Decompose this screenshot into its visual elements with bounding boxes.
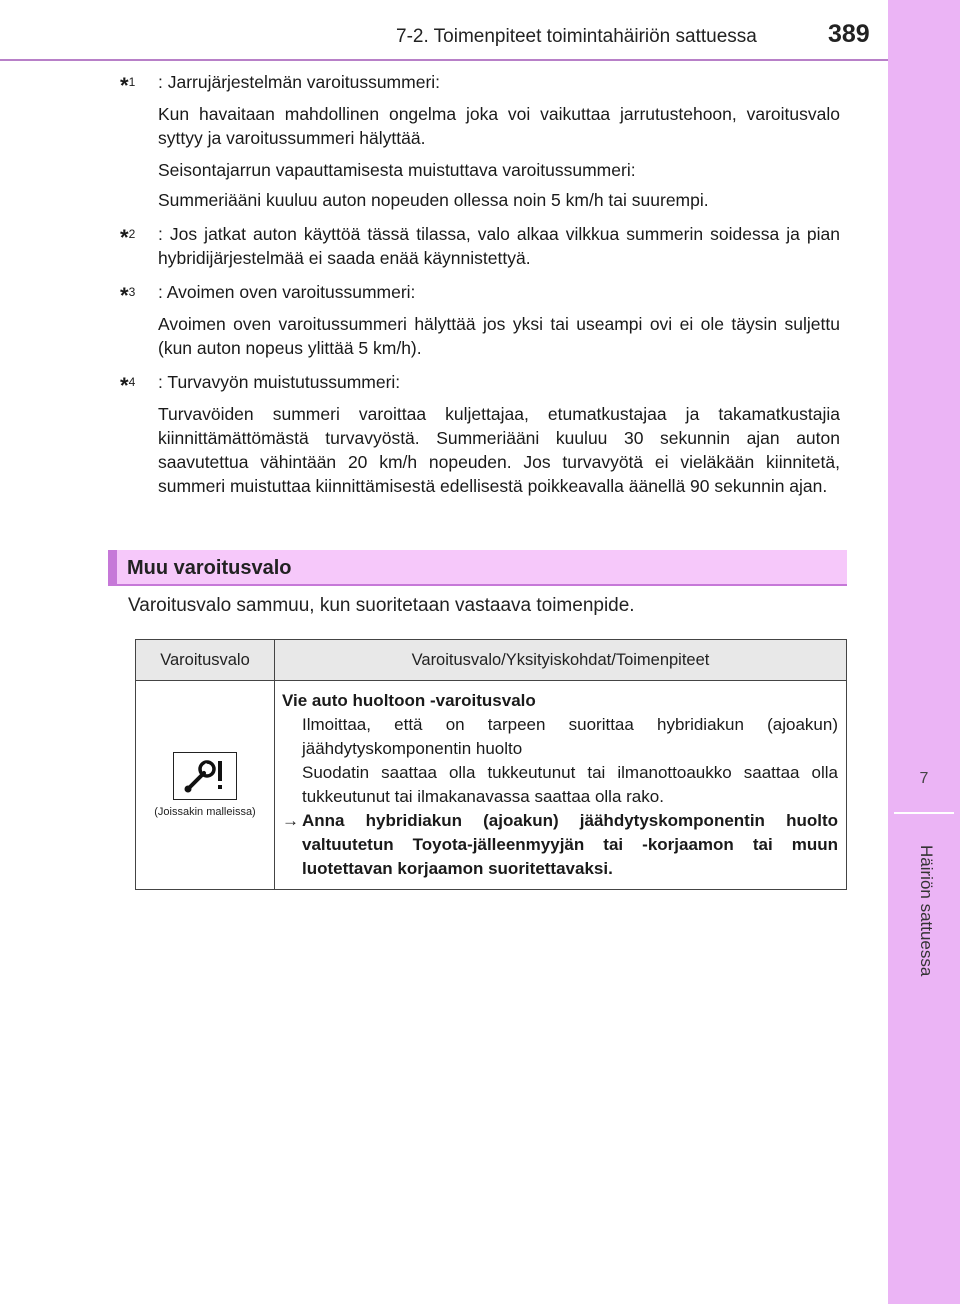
action-text: Anna hybridiakun (ajoakun) jäähdytyskomponentin huolto valtuutetun Toyota-jälleenmyyjän tai -korjaamon tai muun luotettavan korjaamon suoritettavaksi.: [302, 811, 838, 878]
footnote-3: [118, 280, 840, 360]
header-rule: [0, 59, 888, 61]
footnote-2: [118, 222, 840, 270]
column-header: Varoitusvalo/Yksityiskohdat/Toimenpiteet: [275, 640, 847, 681]
chapter-side-tab: [888, 0, 960, 1304]
icon-caption: (Joissakin malleissa): [154, 806, 256, 818]
table-row: [136, 681, 847, 890]
maintenance-required-icon: [173, 752, 237, 800]
action-instruction: [282, 809, 838, 881]
section-heading: Muu varoitusvalo: [108, 550, 847, 586]
footnote-text: Summeriääni kuuluu auton nopeuden ollessa noin 5 km/h tai suurempi.: [158, 190, 709, 210]
description-line: Suodatin saattaa olla tukkeutunut tai ilmanottoaukko saattaa olla tukkeutunut tai ilmakanavassa saattaa olla rako.: [302, 763, 838, 806]
footnote-text: : Jarrujärjestelmän varoitussummeri:: [158, 72, 441, 92]
footnote-marker: *$^4$: [120, 373, 136, 398]
description-line: Ilmoittaa, että on tarpeen suorittaa hybridiakun (ajoakun) jäähdytyskomponentin huolto: [302, 715, 838, 758]
side-tab-divider: [894, 812, 954, 814]
footnote-text: Turvavöiden summeri varoittaa kuljettajaa, etumatkustajaa ja takamatkustajia kiinnittämättömästä turvavyöstä. Summeriääni kuuluu 30 sekunnin ajan auton saavutettua vähintään 20 km/h nopeuden. Jos turvavyötä ei vieläkään kiinnitetä, summeri muistuttaa kiinnittämisestä edellisestä poikkeavalla äänellä 90 sekunnin ajan.: [158, 404, 840, 496]
page-number: 389: [828, 20, 870, 48]
icon-cell: [136, 681, 275, 890]
column-header: Varoitusvalo: [136, 640, 275, 681]
warning-light-table: [135, 639, 847, 890]
footnote-4: [118, 370, 840, 498]
footnote-marker: *$^1$: [120, 73, 136, 98]
footnote-1: [118, 70, 840, 212]
warning-title: Vie auto huoltoon -varoitusvalo: [282, 691, 536, 710]
running-header: 7-2. Toimenpiteet toimintahäiriön sattuessa: [396, 26, 757, 47]
arrow-right-icon: →: [282, 811, 299, 830]
footnote-text: Seisontajarrun vapauttamisesta muistuttava varoitussummeri:: [158, 160, 636, 180]
footnote-text: : Turvavyön muistutussummeri:: [158, 372, 401, 392]
description-cell: [275, 681, 847, 890]
section-intro: Varoitusvalo sammuu, kun suoritetaan vastaava toimenpide.: [128, 595, 635, 616]
footnote-text: Avoimen oven varoitussummeri hälyttää jos yksi tai useampi ovi ei ole täysin suljettu (kun auton nopeus ylittää 5 km/h).: [158, 314, 840, 358]
table-header-row: [136, 640, 847, 681]
chapter-title: Häiriön sattuessa: [917, 845, 936, 977]
chapter-number: 7: [919, 770, 929, 787]
footnote-marker: *$^3$: [120, 283, 136, 308]
footnotes: [118, 70, 840, 508]
footnote-text: : Avoimen oven varoitussummeri:: [158, 282, 416, 302]
footnote-text: : Jos jatkat auton käyttöä tässä tilassa, valo alkaa vilkkua summerin soidessa ja pian hybridijärjestelmää ei saada enää käynnistettyä.: [158, 224, 840, 268]
footnote-text: Kun havaitaan mahdollinen ongelma joka voi vaikuttaa jarrutustehoon, varoitusvalo syttyy ja varoitussummeri hälyttää.: [158, 104, 840, 148]
footnote-marker: *$^2$: [120, 225, 136, 250]
